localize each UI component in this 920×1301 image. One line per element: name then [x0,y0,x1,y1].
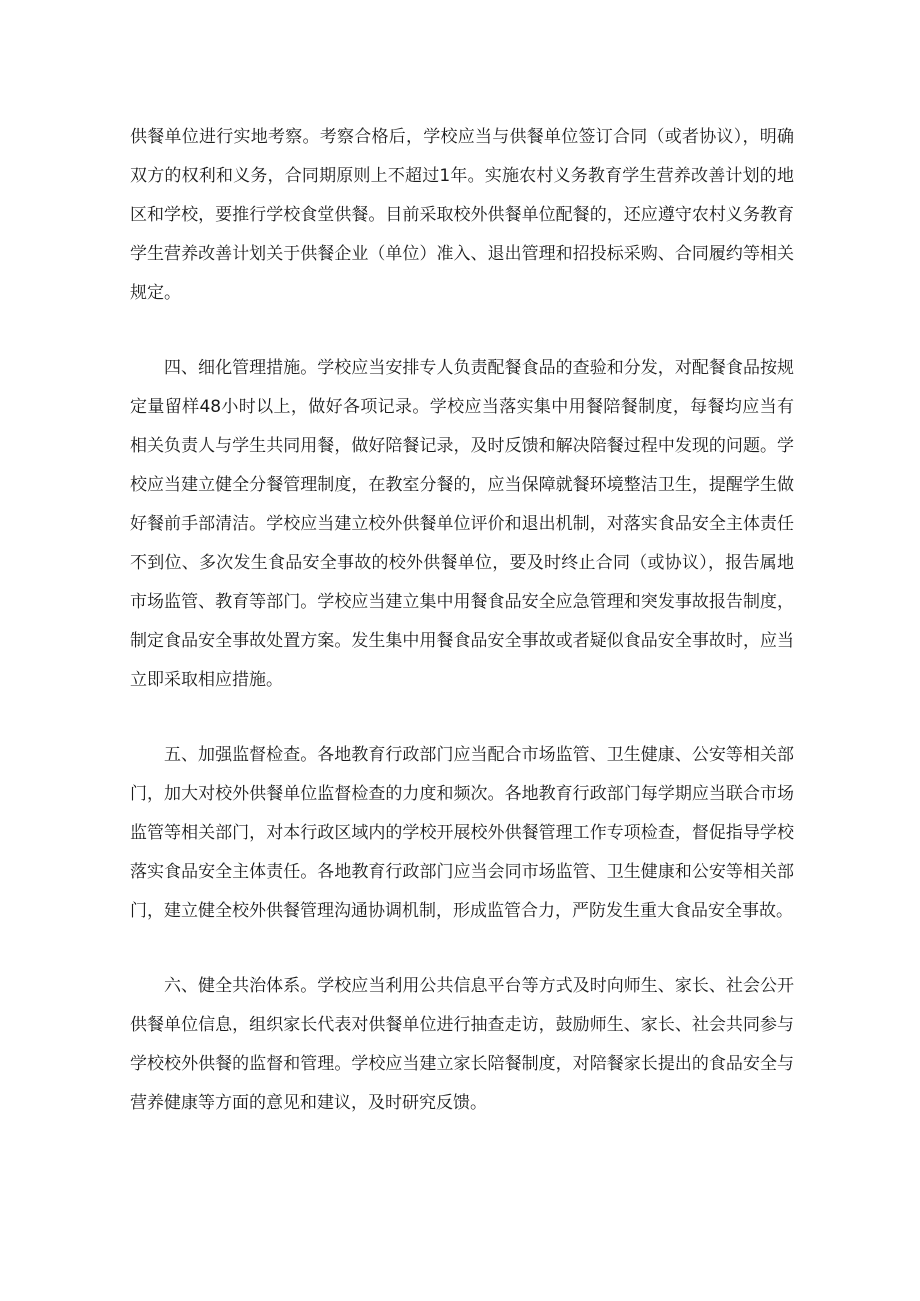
document-body [130,118,794,1123]
paragraph-section-6-co-governance: 六、健全共治体系。学校应当利用公共信息平台等方式及时向师生、家长、社会公开供餐单位信息，组织家长代表对供餐单位进行抽查走访，鼓励师生、家长、社会共同参与学校校外供餐的监督和管理。学校应当建立家长陪餐制度，对陪餐家长提出的食品安全与营养健康等方面的意见和建议，及时研究反馈。 [130,976,794,1113]
paragraph-continuation: 供餐单位进行实地考察。考察合格后，学校应当与供餐单位签订合同（或者协议），明确双方的权利和义务，合同期原则上不超过1年。实施农村义务教育学生营养改善计划的地区和学校，要推行学校食堂供餐。目前采取校外供餐单位配餐的，还应遵守农村义务教育学生营养改善计划关于供餐企业（单位）准入、退出管理和招投标采购、合同履约等相关规定。 [130,127,794,303]
paragraph-section-4-refine-management: 四、细化管理措施。学校应当安排专人负责配餐食品的查验和分发，对配餐食品按规定量留样48小时以上，做好各项记录。学校应当落实集中用餐陪餐制度，每餐均应当有相关负责人与学生共同用餐，做好陪餐记录，及时反馈和解决陪餐过程中发现的问题。学校应当建立健全分餐管理制度，在教室分餐的，应当保障就餐环境整洁卫生，提醒学生做好餐前手部清洁。学校应当建立校外供餐单位评价和退出机制，对落实食品安全主体责任不到位、多次发生食品安全事故的校外供餐单位，要及时终止合同（或协议），报告属地市场监管、教育等部门。学校应当建立集中用餐食品安全应急管理和突发事故报告制度，制定食品安全事故处置方案。发生集中用餐食品安全事故或者疑似食品安全事故时，应当立即采取相应措施。 [130,358,794,690]
paragraph-section-5-supervision: 五、加强监督检查。各地教育行政部门应当配合市场监管、卫生健康、公安等相关部门，加大对校外供餐单位监督检查的力度和频次。各地教育行政部门每学期应当联合市场监管等相关部门，对本行政区域内的学校开展校外供餐管理工作专项检查，督促指导学校落实食品安全主体责任。各地教育行政部门应当会同市场监管、卫生健康和公安等相关部门，建立健全校外供餐管理沟通协调机制，形成监管合力，严防发生重大食品安全事故。 [130,745,794,921]
